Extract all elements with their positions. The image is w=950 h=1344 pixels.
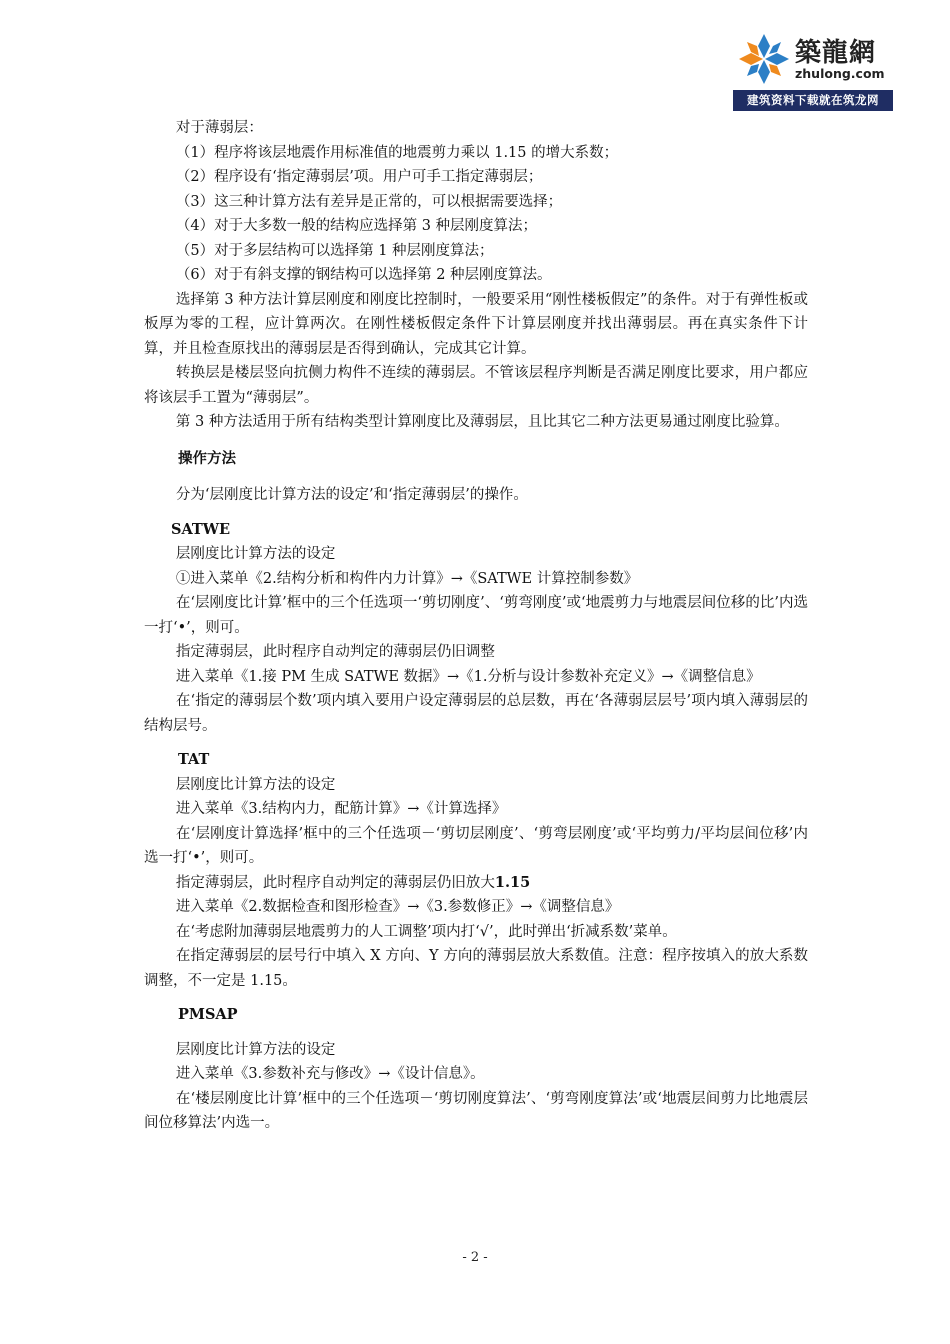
paragraph: 进入菜单《3.结构内力，配筋计算》→《计算选择》 <box>175 801 507 817</box>
zhulong-logo <box>733 28 893 111</box>
list-item: （6）对于有斜支撑的钢结构可以选择第 2 种层刚度算法。 <box>175 267 552 283</box>
list-item: （4）对于大多数一般的结构应选择第 3 种层刚度算法； <box>175 218 538 234</box>
paragraph: 分为‘层刚度比计算方法的设定’和‘指定薄弱层’的操作。 <box>175 487 528 503</box>
paragraph: ①进入菜单《2.结构分析和构件内力计算》→《SATWE 计算控制参数》 <box>175 570 639 587</box>
document-body <box>144 116 808 1136</box>
logo-top <box>733 28 893 86</box>
paragraph: 层刚度比计算方法的设定 <box>175 546 336 562</box>
logo-name: 築龍網 <box>795 38 877 68</box>
weak-layer-factor: 1.15 <box>494 873 531 891</box>
paragraph: 在‘层刚度比计算’框中的三个任选项一‘剪切刚度’、‘剪弯刚度’或‘地震剪力与地震层间位移的比’内选一打‘•’，则可。 <box>144 595 808 636</box>
paragraph: 层刚度比计算方法的设定 <box>175 1041 336 1058</box>
logo-slogan: 建筑资料下载就在筑龙网 <box>733 90 893 111</box>
list-item: （3）这三种计算方法有差异是正常的，可以根据需要选择； <box>175 193 563 210</box>
section-heading-satwe: SATWE <box>171 520 231 538</box>
logo-mark-icon <box>737 32 791 86</box>
section-heading-operation: 操作方法 <box>178 449 236 467</box>
weak-layer-text: 指定薄弱层，此时程序自动判定的薄弱层仍旧放大 <box>175 874 495 891</box>
weak-layer-heading: 对于薄弱层： <box>175 120 263 136</box>
paragraph: 在‘指定的薄弱层个数’项内填入要用户设定薄弱层的总层数，再在‘各薄弱层层号’项内填入薄弱层的结构层号。 <box>144 693 808 734</box>
paragraph: 进入菜单《3.参数补充与修改》→《设计信息》。 <box>175 1066 485 1082</box>
paragraph: 进入菜单《2.数据检查和图形检查》→《3.参数修正》→《调整信息》 <box>175 899 620 915</box>
paragraph: 指定薄弱层，此时程序自动判定的薄弱层仍旧调整 <box>175 644 495 660</box>
list-item: （2）程序设有‘指定薄弱层’项。用户可手工指定薄弱层； <box>175 169 543 185</box>
paragraph: 在‘层刚度计算选择’框中的三个任选项－‘剪切层刚度’、‘剪弯层刚度’或‘平均剪力/平均层间位移’内选一打‘•’，则可。 <box>144 825 808 866</box>
paragraph <box>144 871 808 896</box>
list-item: （1）程序将该层地震作用标准值的地震剪力乘以 1.15 的增大系数； <box>175 144 619 161</box>
paragraph: 在指定薄弱层的层号行中填入 X 方向、Y 方向的薄弱层放大系数值。注意：程序按填入的放大系数调整，不一定是 1.15。 <box>144 948 808 989</box>
paragraph: 第 3 种方法适用于所有结构类型计算刚度比及薄弱层，且比其它二种方法更易通过刚度比验算。 <box>175 414 789 430</box>
paragraph: 选择第 3 种方法计算层刚度和刚度比控制时，一般要采用“刚性楼板假定”的条件。对于有弹性板或板厚为零的工程，应计算两次。在刚性楼板假定条件下计算层刚度并找出薄弱层。再在真实条件下计算，并且检查原找出的薄弱层是否得到确认，完成其它计算。 <box>144 291 808 357</box>
section-heading-pmsap: PMSAP <box>178 1006 238 1023</box>
list-item: （5）对于多层结构可以选择第 1 种层刚度算法； <box>175 242 494 259</box>
paragraph: 进入菜单《1.接 PM 生成 SATWE 数据》→《1.分析与设计参数补充定义》→《调整信息》 <box>175 668 761 685</box>
paragraph: 转换层是楼层竖向抗侧力构件不连续的薄弱层。不管该层程序判断是否满足刚度比要求，用户都应将该层手工置为“薄弱层”。 <box>144 365 808 406</box>
logo-domain: zhulong.com <box>795 66 885 81</box>
section-heading-tat: TAT <box>178 751 210 768</box>
paragraph: 在‘考虑附加薄弱层地震剪力的人工调整’项内打‘√’，此时弹出‘折减系数’菜单。 <box>175 923 677 940</box>
page-number: - 2 - <box>462 1250 488 1265</box>
paragraph: 在‘楼层刚度比计算’框中的三个任选项－‘剪切刚度算法’、‘剪弯刚度算法’或‘地震层间剪力比地震层间位移算法’内选一。 <box>144 1090 808 1131</box>
paragraph: 层刚度比计算方法的设定 <box>175 776 336 793</box>
